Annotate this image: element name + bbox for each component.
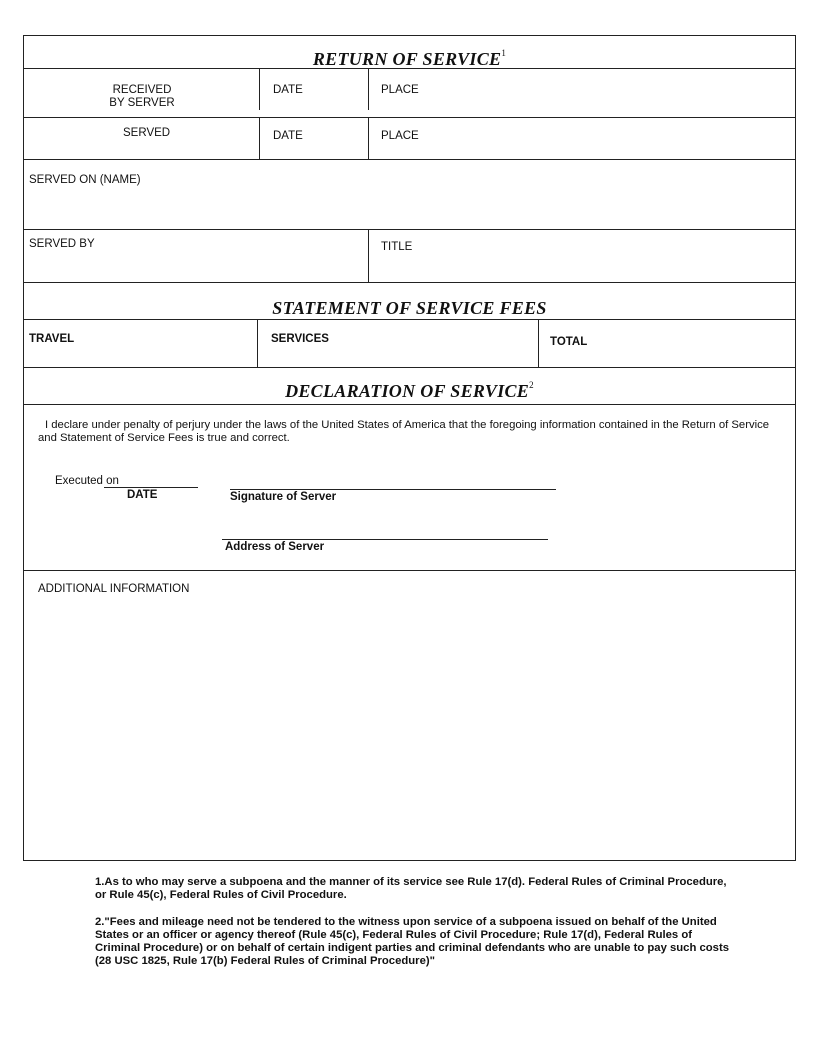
return-of-service-heading: RETURN OF SERVICE$^1$ bbox=[312, 48, 507, 69]
served-by-row bbox=[24, 229, 795, 282]
received-row bbox=[24, 68, 795, 110]
declaration-heading-row bbox=[24, 367, 795, 404]
served-row bbox=[24, 117, 795, 159]
declaration-statement: I declare under penalty of perjury under the laws of the United States of America that the foregoing information contained in the Return of Service and Statement of Service Fees is true and correct. bbox=[38, 419, 770, 444]
additional-information-section bbox=[24, 570, 795, 860]
received-date-label: DATE bbox=[273, 84, 303, 96]
footnote-marker-1: 1 bbox=[501, 48, 507, 58]
fees-row bbox=[24, 319, 795, 367]
footnote-marker-2: 2 bbox=[529, 380, 534, 390]
total-label: TOTAL bbox=[550, 336, 588, 348]
fees-heading-row bbox=[24, 282, 795, 319]
served-on-row bbox=[24, 159, 795, 229]
declaration-body bbox=[24, 404, 795, 570]
travel-label: TRAVEL bbox=[29, 333, 75, 345]
served-place-label: PLACE bbox=[381, 130, 419, 142]
signature-of-server-label: Signature of Server bbox=[230, 491, 337, 503]
executed-on-label: Executed on bbox=[55, 475, 119, 487]
executed-date-line bbox=[104, 487, 198, 488]
footnote-1: 1.As to who may serve a subpoena and the manner of its service see Rule 17(d). Federal Rules of Criminal Procedure, or Rule 45(c), Federal Rules of Civil Procedure. bbox=[95, 876, 727, 901]
received-by-server-label: RECEIVED BY SERVER bbox=[109, 84, 175, 109]
declaration-of-service-heading: DECLARATION OF SERVICE$^2$ bbox=[285, 380, 534, 401]
footnote-2: 2."Fees and mileage need not be tendered to the witness upon service of a subpoena issued on behalf of the United States or an officer or agency thereof (Rule 45(c), Federal Rules of Civil Procedure; Rule 17(d), Federal Rules of Criminal Procedure) or on behalf of certain indigent parties and criminal defendants who are unable to pay such costs (28 USC 1825, Rule 17(b) Federal Rules of Criminal Procedure)" bbox=[95, 916, 730, 967]
received-place-label: PLACE bbox=[381, 84, 419, 96]
address-line bbox=[222, 539, 548, 540]
signature-line bbox=[230, 489, 556, 490]
services-label: SERVICES bbox=[271, 333, 329, 345]
served-label: SERVED bbox=[123, 127, 171, 139]
served-by-label: SERVED BY bbox=[29, 238, 95, 250]
executed-date-label: DATE bbox=[127, 489, 158, 501]
statement-of-service-fees-heading: STATEMENT OF SERVICE FEES bbox=[272, 298, 547, 318]
address-of-server-label: Address of Server bbox=[225, 541, 325, 553]
served-on-name-label: SERVED ON (NAME) bbox=[29, 174, 141, 186]
return-of-service-form bbox=[23, 35, 796, 861]
served-date-label: DATE bbox=[273, 130, 303, 142]
additional-information-label: ADDITIONAL INFORMATION bbox=[38, 583, 190, 595]
served-by-title-label: TITLE bbox=[381, 241, 413, 253]
